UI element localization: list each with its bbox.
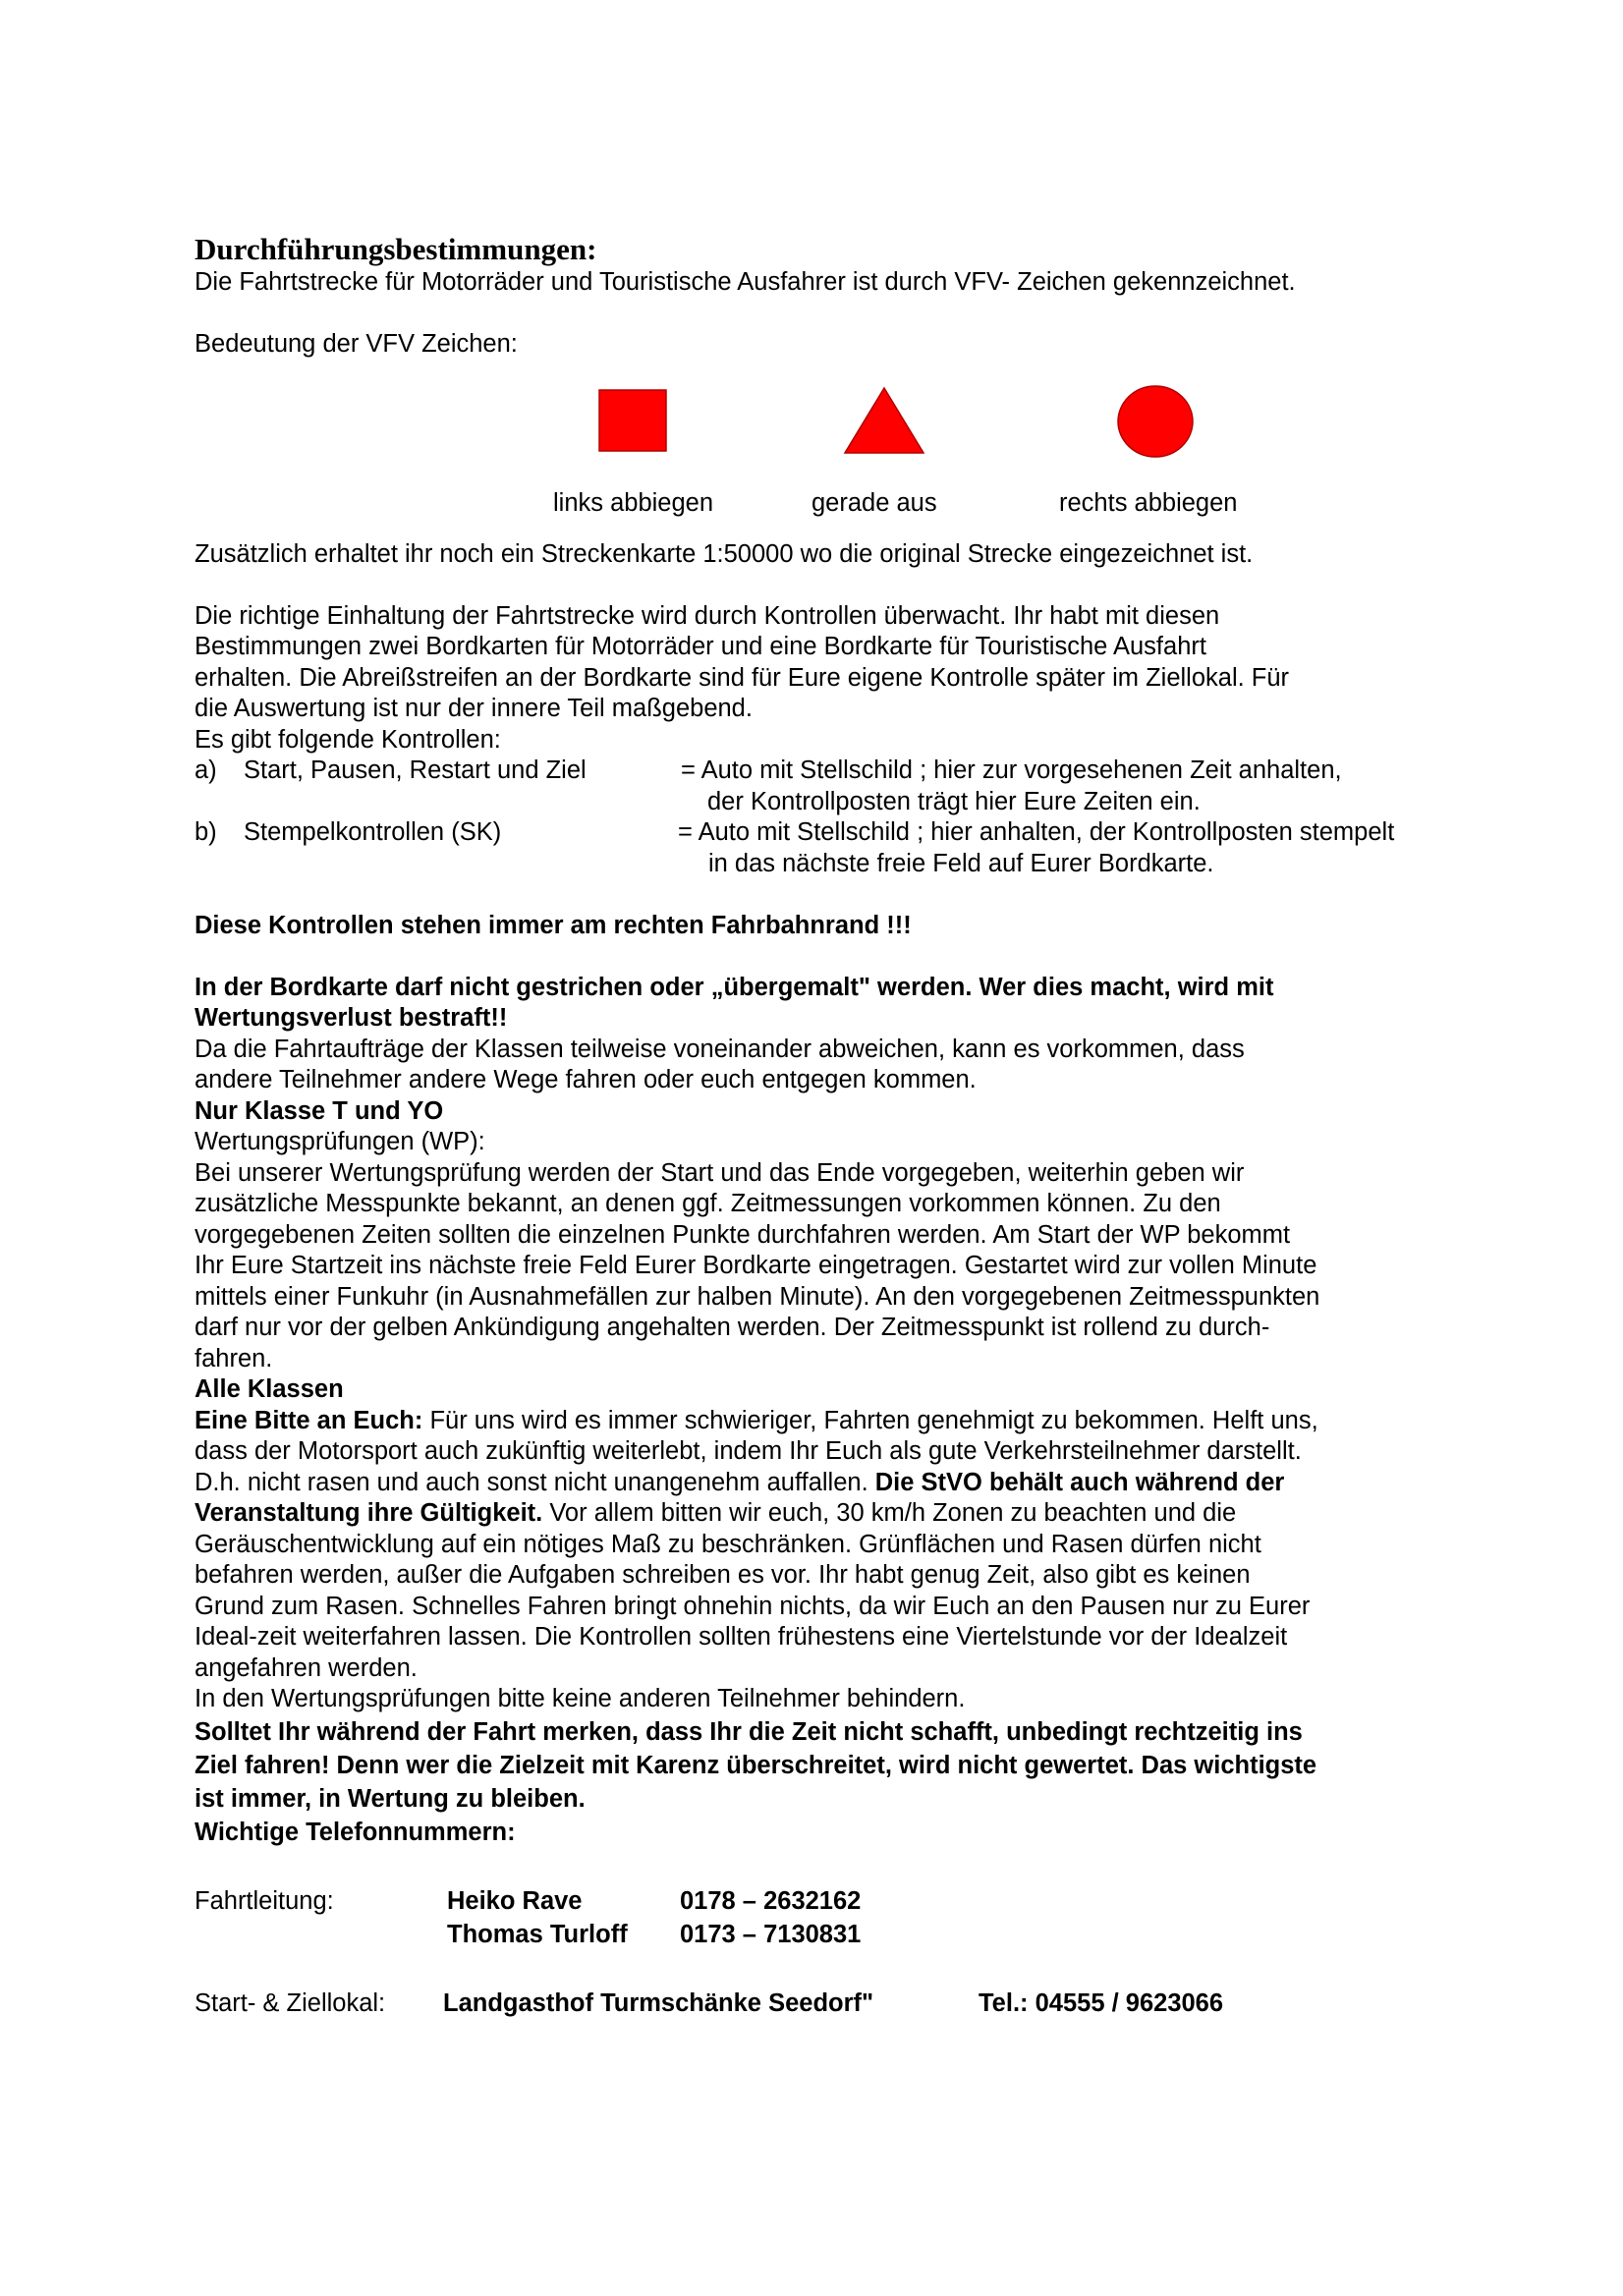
control-item-b: b) Stempelkontrollen (SK) = Auto mit Stellschild ; hier anhalten, der Kontrollposten stempelt xyxy=(195,818,1395,846)
control-paragraph: Die richtige Einhaltung der Fahrtstrecke wird durch Kontrollen überwacht. Ihr habt mit diesen Bestimmungen zwei Bordkarten für Motorräder und eine Bordkarte für Touristische Ausfahrt erhalten. Die Abreißstreifen an der Bordkarte sind für Eure eigene Kontrolle später im Ziellokal. Für die Auswertung ist nur der innere Teil maßgebend. Es gibt folgende Kontrollen: xyxy=(195,601,1290,754)
vfv-signs-legend xyxy=(195,361,1462,528)
intro-text: Die Fahrtstrecke für Motorräder und Touristische Ausfahrer ist durch VFV- Zeichen gekennzeichnet. xyxy=(195,268,1296,296)
wp-text: Bei unserer Wertungsprüfung werden der Start und das Ende vorgegeben, weiterhin geben wir zusätzliche Messpunkte bekannt, an denen ggf. Zeitmessungen vorkommen können. Zu den vorgegebenen Zeiten sollten die einzelnen Punkte durchfahren werden. Am Start der WP bekommt Ihr Eure Startzeit ins nächste freie Feld Eurer Bordkarte eingetragen. Gestartet wird zur vollen Minute mittels einer Funkuhr (in Ausnahmefällen zur halben Minute). An den vorgegebenen Zeitmesspunkten darf nur vor der gelben Ankündigung angehalten werden. Der Zeitmesspunkt ist rollend zu durch- fahren. xyxy=(195,1158,1320,1372)
appeal-paragraph: Eine Bitte an Euch: Für uns wird es immer schwieriger, Fahrten genehmigt zu bekommen. Helft uns, dass der Motorsport auch zukünftig weiterlebt, indem Ihr Euch als gute Verkehrsteilnehmer darstellt. D.h. nicht rasen und auch sonst nicht unangenehm auffallen. Die StVO behält auch während der Veranstaltung ihre Gültigkeit. Vor allem bitten wir euch, 30 km/h Zonen zu beachten und die Geräuschentwicklung auf ein nötiges Maß zu beschränken. Grünflächen und Rasen dürfen nicht befahren werden, außer die Aufgaben schreiben es vor. Ihr habt genug Zeit, also gibt es keinen Grund zum Rasen. Schnelles Fahren bringt ohnehin nichts, da wir Euch an den Pausen nur zu Eurer Ideal-zeit weiterfahren lassen. Die Kontrollen sollten frühestens eine Viertelstunde vor der Idealzeit angefahren werden. In den Wertungsprüfungen bitte keine anderen Teilnehmer behindern. xyxy=(195,1406,1318,1712)
final-warning: Solltet Ihr während der Fahrt merken, dass Ihr die Zeit nicht schafft, unbedingt rechtzeitig ins Ziel fahren! Denn wer die Zielzeit mit Karenz überschreitet, wird nicht gewertet. Das wichtigste ist immer, in Wertung zu bleiben. xyxy=(195,1717,1317,1813)
red-triangle-sign-icon xyxy=(843,386,925,455)
control-item-b-cont: in das nächste freie Feld auf Eurer Bordkarte. xyxy=(708,849,1214,877)
all-classes-heading: Alle Klassen xyxy=(195,1375,344,1403)
wp-heading: Wertungsprüfungen (WP): xyxy=(195,1128,485,1155)
card-warning-line-1: In der Bordkarte darf nicht gestrichen oder „übergemalt" werden. Wer dies macht, wird mit xyxy=(195,973,1274,1001)
class-heading: Nur Klasse T und YO xyxy=(195,1096,444,1125)
sign-label-right: rechts abbiegen xyxy=(1059,488,1238,517)
page-title: Durchführungsbestimmungen: xyxy=(195,232,597,266)
sign-label-straight: gerade aus xyxy=(812,488,937,517)
red-square-sign-icon xyxy=(597,388,668,453)
roadside-warning: Diese Kontrollen stehen immer am rechten Fahrbahnrand !!! xyxy=(195,911,912,939)
venue-row: Start- & Ziellokal: Landgasthof Turmschänke Seedorf" Tel.: 04555 / 9623066 xyxy=(195,1988,1224,2017)
card-warning-line-2: Wertungsverlust bestraft!! xyxy=(195,1004,508,1032)
control-item-a-cont: der Kontrollposten trägt hier Eure Zeiten ein. xyxy=(707,787,1201,815)
sign-label-left: links abbiegen xyxy=(553,488,714,517)
control-item-a: a) Start, Pausen, Restart und Ziel = Auto mit Stellschild ; hier zur vorgesehenen Zeit anhalten, xyxy=(195,756,1342,784)
phone-heading: Wichtige Telefonnummern: xyxy=(195,1818,516,1846)
document-page: Durchführungsbestimmungen: Die Fahrtstrecke für Motorräder und Touristische Ausfahrer ist durch VFV- Zeichen gekennzeichnet. Bedeutung der VFV Zeichen: links abbiegen gerade aus rechts abbiegen Zusätzlich erhaltet ihr noch ein Streckenkarte 1:50000 wo die original Strecke eingezeichnet ist. Die richtige Einhaltung der Fahrtstrecke wird durch Kontrollen überwacht. Ihr habt mit diesen Bestimmungen zwei Bordkarten für Motorräder und eine Bordkarte für Touristische Ausfahrt erhalten. Die Abreißstreifen an der Bordkarte sind für Eure eigene Kontrolle später im Ziellokal. Für die Auswertung ist nur der innere Teil maßgebend. Es gibt folgende Kontrollen: a) Start, Pausen, Restart und Ziel = Auto mit Stellschild ; hier zur vorgesehenen Zeit anhalten, der Kontrollposten trägt hier Eure Zeiten ein. b) Stempelkontrollen (SK) = Auto mit Stellschild ; hier anhalten, der Kontrollposten stempelt in das nächste freie Feld auf Eurer Bordkarte. Diese Kontrollen stehen immer am rechten Fahrbahnrand !!! In der Bordkarte darf nicht gestrichen oder „übergemalt" werden. Wer dies macht, wird mit Wertungsverlust bestraft!! Da die Fahrtaufträge der Klassen teilweise voneinander abweichen, kann es vorkommen, dass andere Teilnehmer andere Wege fahren oder euch entgegen kommen. Nur Klasse T und YO Wertungsprüfungen (WP): Bei unserer Wertungsprüfung werden der Start und das Ende vorgegeben, weiterhin geben wir zusätzliche Messpunkte bekannt, an denen ggf. Zeitmessungen vorkommen können. Zu den vorgegebenen Zeiten sollten die einzelnen Punkte durchfahren werden. Am Start der WP bekommt Ihr Eure Startzeit ins nächste freie Feld Eurer Bordkarte eingetragen. Gestartet wird zur vollen Minute mittels einer Funkuhr (in Ausnahmefällen zur halben Minute). An den vorgegebenen Zeitmesspunkten darf nur vor der gelben Ankündigung angehalten werden. Der Zeitmesspunkt ist rollend zu durch- fahren. Alle Klassen Eine Bitte an Euch: Für uns wird es immer schwieriger, Fahrten genehmigt zu bekommen. Helft uns, dass der Motorsport auch zukünftig weiterlebt, indem Ihr Euch als gute Verkehrsteilnehmer darstellt. D.h. nicht rasen und auch sonst nicht unangenehm auffallen. Die StVO behält auch während der Veranstaltung ihre Gültigkeit. Vor allem bitten wir euch, 30 km/h Zonen zu beachten und die Geräuschentwicklung auf ein nötiges Maß zu beschränken. Grünflächen und Rasen dürfen nicht befahren werden, außer die Aufgaben schreiben es vor. Ihr habt genug Zeit, also gibt es keinen Grund zum Rasen. Schnelles Fahren bringt ohnehin nichts, da wir Euch an den Pausen nur zu Eurer Ideal-zeit weiterfahren lassen. Die Kontrollen sollten frühestens eine Viertelstunde vor der Idealzeit angefahren werden. In den Wertungsprüfungen bitte keine anderen Teilnehmer behindern. Solltet Ihr während der Fahrt merken, dass Ihr die Zeit nicht schafft, unbedingt rechtzeitig ins Ziel fahren! Denn wer die Zielzeit mit Karenz überschreitet, wird nicht gewertet. Das wichtigste ist immer, in Wertung zu bleiben. Wichtige Telefonnummern: Fahrtleitung: Heiko Rave 0178 – 2632162 Thomas Turloff 0173 – 7130831 Start- & Ziellokal: Landgasthof Turmschänke Seedorf" Tel.: 04555 / 9623066 xyxy=(195,232,1462,2019)
red-circle-sign-icon xyxy=(1116,384,1195,459)
signs-heading: Bedeutung der VFV Zeichen: xyxy=(195,330,518,358)
contact-row: Fahrtleitung: Heiko Rave 0178 – 2632162 xyxy=(195,1886,862,1915)
map-note: Zusätzlich erhaltet ihr noch ein Streckenkarte 1:50000 wo die original Strecke eingezeichnet ist. xyxy=(195,539,1254,568)
contact-row: Thomas Turloff 0173 – 7130831 xyxy=(447,1920,862,1948)
